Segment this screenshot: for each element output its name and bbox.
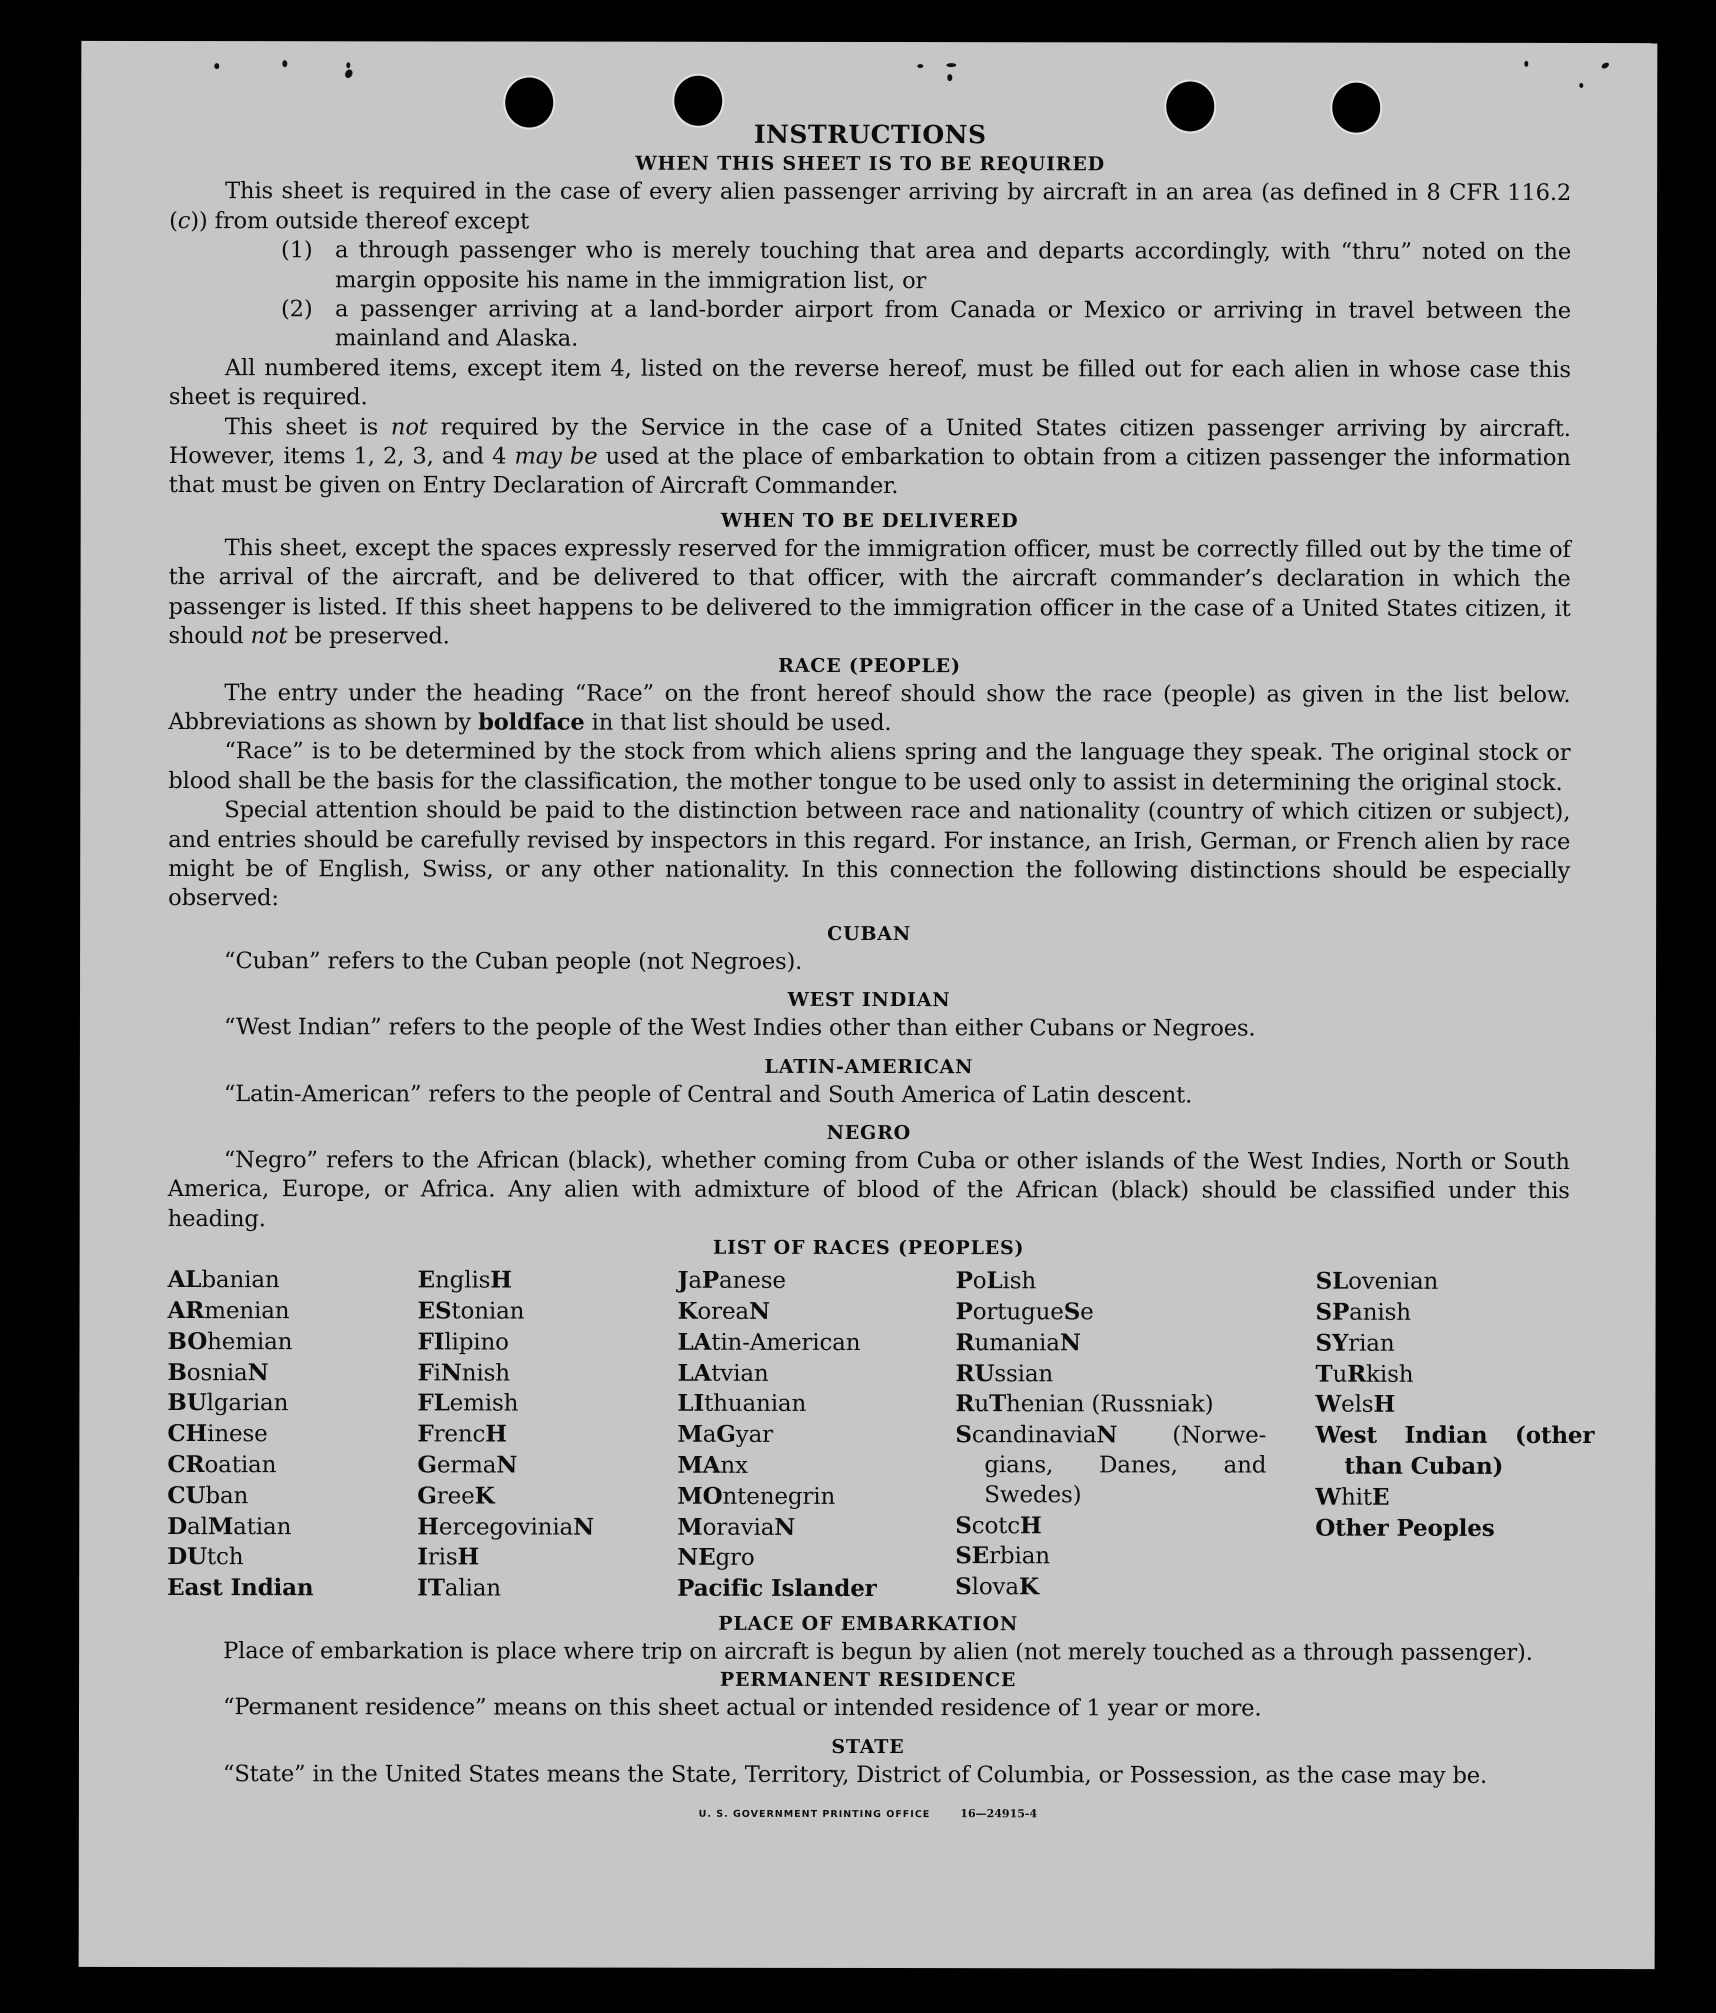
race-text: banian (201, 1267, 280, 1294)
text-italic: not (390, 413, 428, 441)
race-abbrev: S (955, 1511, 972, 1539)
race-text: lova (971, 1574, 1019, 1601)
paragraph-latin-american: “Latin-American” refers to the people of Central and South America of Latin descent. (223, 1080, 1193, 1109)
race-text: oatian (204, 1452, 277, 1479)
race-text: atian (233, 1513, 292, 1540)
race-abbrev: J (677, 1266, 689, 1294)
race-text: rian (1348, 1330, 1395, 1357)
heading-permanent-residence: PERMANENT RESIDENCE (719, 1669, 1017, 1692)
race-item (956, 1328, 1316, 1359)
form-code: 16—24915-4 (960, 1807, 1038, 1821)
text: The entry under the heading “Race” on the front hereof should show the race (people) as given in the list below. Abbreviations as shown by (168, 679, 1571, 736)
race-abbrev: M (677, 1513, 703, 1541)
race-abbrev: Pacific Islander (677, 1574, 877, 1603)
heading-negro: NEGRO (826, 1121, 912, 1145)
race-abbrev: G (417, 1451, 437, 1479)
race-item (677, 1389, 955, 1420)
race-abbrev: G (716, 1420, 736, 1448)
race-item (677, 1512, 955, 1543)
race-abbrev: M (677, 1420, 703, 1448)
race-item (417, 1512, 677, 1543)
race-column (167, 1265, 417, 1604)
race-item (1315, 1482, 1569, 1513)
race-abbrev: S (955, 1421, 972, 1449)
race-item (167, 1388, 417, 1419)
race-text: i (433, 1359, 441, 1386)
punch-hole (674, 76, 722, 126)
race-abbrev: AR (167, 1297, 205, 1325)
race-text: hit (1340, 1484, 1372, 1511)
race-text: anish (1349, 1299, 1411, 1326)
race-abbrev: RU (955, 1359, 995, 1387)
race-column (1315, 1267, 1595, 1606)
race-item (955, 1389, 1315, 1420)
speck (282, 60, 287, 67)
race-abbrev: West Indian (other than Cuban) (1315, 1421, 1595, 1480)
paragraph-numbered-items: All numbered items, except item 4, listed on the reverse hereof, must be filled out for each alien in whose case this sheet is required. (168, 354, 1571, 411)
race-abbrev: SL (1315, 1267, 1349, 1295)
instructions-content (167, 119, 1595, 1826)
race-text: inese (207, 1421, 268, 1448)
document-page (79, 41, 1658, 1969)
exception-text: a passenger arriving at a land-border airport from Canada or Mexico or arriving in travel between the mainland and Alaska. (334, 296, 1571, 353)
race-abbrev: B (167, 1358, 187, 1386)
exception-number: (1) (281, 237, 313, 264)
race-text: kish (1366, 1361, 1414, 1388)
race-abbrev: SP (1315, 1298, 1350, 1326)
race-text: al (187, 1513, 208, 1540)
race-abbrev: I (417, 1543, 428, 1571)
speck (947, 74, 952, 81)
race-abbrev: N (440, 1358, 462, 1387)
race-item (677, 1358, 955, 1389)
race-abbrev: P (955, 1267, 973, 1295)
race-text: ssian (994, 1360, 1054, 1387)
race-abbrev: P (701, 1266, 720, 1294)
race-abbrev: H (457, 1543, 480, 1571)
race-abbrev: SE (955, 1542, 990, 1570)
heading-cuban: CUBAN (827, 922, 912, 945)
race-item (417, 1450, 677, 1481)
race-text: alian (444, 1575, 501, 1602)
exception-item (169, 295, 1571, 356)
race-abbrev: BO (167, 1327, 208, 1355)
heading-state: STATE (831, 1735, 905, 1758)
race-abbrev: N (496, 1451, 518, 1479)
race-item (677, 1420, 955, 1451)
race-item (956, 1297, 1316, 1328)
race-text: osnia (186, 1359, 248, 1386)
race-item (167, 1573, 417, 1604)
race-item (955, 1541, 1315, 1572)
race-item (1315, 1513, 1569, 1544)
paragraph-state: “State” in the United States means the State, Territory, District of Columbia, or Possession, as the case may be. (222, 1760, 1488, 1789)
race-item (1316, 1328, 1570, 1359)
paragraph-race-determined: “Race” is to be determined by the stock from which aliens spring and the language they speak. The original stock or blood shall be the basis for the classification, the mother tongue to be used only to assist in determining the original stock. (168, 738, 1571, 796)
paragraph-race-nationality: Special attention should be paid to the distinction between race and nationality (country of which citizen or subject), and entries should be carefully revised by inspectors in this regard. For instance, an Irish, German, or French alien by race might be of English, Swiss, or any other nationality. In this connection the following distinctions should be especially observed: (168, 797, 1571, 912)
race-abbrev: M (207, 1512, 234, 1540)
race-item (418, 1296, 678, 1327)
race-abbrev: K (677, 1297, 698, 1325)
race-abbrev: H (417, 1512, 439, 1540)
race-text: tonian (451, 1298, 525, 1325)
race-text: ovenian (1348, 1268, 1439, 1295)
text: be preserved. (287, 623, 450, 650)
exception-number: (2) (280, 296, 313, 323)
race-abbrev: Other Peoples (1315, 1514, 1495, 1542)
race-text: emish (449, 1390, 519, 1417)
text: used at the place of embarkation to obtain from a citizen passenger the information that must be given on Entry Declaration of Aircraft Commander. (168, 443, 1571, 500)
race-abbrev: East Indian (167, 1574, 314, 1602)
race-text: oravia (702, 1514, 775, 1541)
race-text: nish (461, 1360, 510, 1387)
race-abbrev: NE (677, 1544, 716, 1572)
race-item (1315, 1359, 1569, 1390)
race-list (167, 1265, 1595, 1606)
race-item (678, 1266, 956, 1297)
race-text: a (688, 1267, 702, 1294)
paragraph-embarkation: Place of embarkation is place where trip on aircraft is begun by alien (not merely touched as a through passenger). (223, 1638, 1533, 1666)
race-item (677, 1451, 955, 1482)
race-text: lipino (444, 1329, 509, 1356)
race-abbrev: R (1347, 1360, 1367, 1388)
race-abbrev: N (573, 1513, 595, 1541)
race-item (677, 1481, 955, 1512)
race-text: tin-American (711, 1329, 861, 1356)
race-text: tvian (711, 1360, 769, 1387)
speck (1579, 83, 1583, 88)
race-item (1315, 1421, 1594, 1483)
race-item (1316, 1298, 1570, 1329)
race-text: rbian (989, 1543, 1050, 1570)
race-item (417, 1389, 677, 1420)
race-item (1315, 1390, 1569, 1421)
race-text: ree (436, 1483, 475, 1510)
race-text: u (974, 1391, 990, 1418)
race-item (168, 1327, 418, 1358)
race-abbrev: LI (677, 1390, 705, 1418)
text: This sheet, except the spaces expressly reserved for the immigration officer, must be correctly filled out by the time of the arrival of the aircraft, and be delivered to that officer, with the aircraft commander’s declaration in which the passenger is listed. If this sheet happens to be delivered to the immigration officer in the case of a United States citizen, it should (168, 534, 1571, 650)
race-item (418, 1266, 678, 1297)
text-italic: not (250, 623, 288, 650)
race-abbrev: MO (677, 1482, 723, 1510)
speck (344, 68, 355, 79)
printer-imprint (167, 1803, 1569, 1826)
race-column (417, 1266, 677, 1605)
race-abbrev: R (955, 1390, 975, 1418)
race-text: e (1080, 1299, 1094, 1326)
race-text: anese (719, 1267, 786, 1295)
race-item (417, 1358, 677, 1389)
paragraph-negro: “Negro” refers to the African (black), whether coming from Cuba or other islands of the West Indies, North or South America, Europe, or Africa. Any alien with admixture of blood of the African (black) should be classified under this heading. (167, 1147, 1570, 1232)
race-abbrev: SY (1315, 1329, 1349, 1357)
heading-when-required: WHEN THIS SHEET IS TO BE REQUIRED (635, 153, 1105, 176)
race-item (955, 1359, 1315, 1390)
race-abbrev: F (417, 1358, 434, 1386)
race-abbrev: LA (677, 1359, 712, 1387)
race-abbrev: MA (677, 1451, 721, 1479)
text-italic: c (177, 207, 191, 234)
race-text: candinavia (971, 1422, 1097, 1449)
race-abbrev: H (1373, 1391, 1396, 1419)
race-abbrev: E (1371, 1483, 1390, 1511)
race-abbrev: BU (167, 1389, 207, 1417)
race-text: ish (1002, 1268, 1037, 1295)
race-text: hemian (207, 1328, 293, 1355)
text: )) from outside thereof except (190, 207, 530, 235)
race-abbrev: R (955, 1328, 975, 1356)
race-abbrev: N (1059, 1329, 1081, 1357)
race-abbrev: DU (167, 1543, 207, 1571)
race-abbrev: N (774, 1513, 796, 1541)
race-text: umania (974, 1329, 1060, 1357)
race-abbrev: CH (167, 1420, 208, 1448)
race-abbrev: ES (417, 1297, 452, 1325)
race-text: orea (697, 1298, 750, 1325)
text: This sheet is (224, 413, 391, 440)
heading-latin-american: LATIN-AMERICAN (764, 1055, 974, 1078)
race-item (167, 1419, 417, 1450)
speck (1601, 61, 1610, 69)
race-text: u (1332, 1361, 1348, 1388)
page-title: INSTRUCTIONS (753, 119, 987, 150)
race-text: ortugue (972, 1299, 1064, 1326)
paragraph-citizen (169, 413, 1571, 503)
race-abbrev: T (1315, 1360, 1333, 1388)
paragraph-race-entry (168, 679, 1570, 740)
race-item (167, 1450, 417, 1481)
speck (214, 63, 219, 69)
text: required by the Service in the case of a United States citizen passenger arriving by aircraft. However, items 1, 2, 3, and 4 (168, 414, 1571, 470)
speck (346, 62, 350, 68)
race-text: lgarian (206, 1390, 289, 1417)
paragraph-west-indian: “West Indian” refers to the people of the West Indies other than either Cubans or Negroes. (223, 1014, 1256, 1042)
race-item (418, 1327, 678, 1358)
race-item (677, 1543, 955, 1574)
race-abbrev: G (417, 1482, 437, 1510)
race-text: renc (433, 1421, 486, 1448)
race-text: (Norwegians, Danes, and Swedes) (984, 1422, 1267, 1509)
race-item (955, 1420, 1266, 1511)
text-bold: boldface (478, 709, 585, 736)
race-abbrev: E (417, 1266, 436, 1294)
race-abbrev: CU (167, 1481, 206, 1509)
text-italic: may be (514, 443, 598, 470)
race-text: cotc (971, 1512, 1021, 1539)
race-text: menian (204, 1298, 290, 1325)
race-text: thuanian (704, 1391, 807, 1418)
race-abbrev: K (1018, 1573, 1039, 1601)
race-text: o (972, 1268, 987, 1295)
race-item (417, 1543, 677, 1574)
race-text: ntenegrin (722, 1483, 836, 1510)
race-abbrev: AL (167, 1266, 202, 1294)
race-column (955, 1266, 1315, 1605)
race-column (677, 1266, 955, 1605)
race-text: yar (735, 1421, 774, 1449)
race-abbrev: H (485, 1420, 507, 1448)
race-abbrev: T (989, 1390, 1007, 1418)
race-item (167, 1481, 417, 1512)
race-abbrev: FL (417, 1389, 450, 1417)
race-abbrev: W (1315, 1391, 1342, 1419)
printer-name: U. S. GOVERNMENT PRINTING OFFICE (698, 1808, 931, 1821)
race-abbrev: S (1063, 1298, 1081, 1326)
speck (946, 63, 956, 67)
race-item (417, 1420, 677, 1451)
race-text: ercegovinia (438, 1513, 574, 1541)
text: This sheet is required in the case of every alien passenger arriving by aircraft in an area (as defined in 8 CFR 116.2 ( (169, 178, 1572, 234)
race-text: nglis (434, 1267, 491, 1294)
exception-text: a through passenger who is merely touching that area and departs accordingly, with “thru” noted on the margin opposite his name in the immigration list, or (334, 237, 1572, 294)
paragraph-delivered (168, 534, 1570, 654)
race-item (678, 1328, 956, 1359)
race-item (417, 1481, 677, 1512)
race-item (678, 1297, 956, 1328)
race-abbrev: IT (417, 1574, 445, 1602)
race-abbrev: W (1315, 1483, 1342, 1511)
paragraph-cuban: “Cuban” refers to the Cuban people (not Negroes). (224, 947, 803, 975)
race-text: nx (720, 1452, 748, 1479)
race-item (167, 1512, 417, 1543)
race-abbrev: P (955, 1298, 973, 1326)
race-text: els (1341, 1392, 1374, 1419)
race-abbrev: N (748, 1297, 770, 1325)
paragraph-required-intro (169, 177, 1571, 238)
race-abbrev: S (955, 1573, 972, 1601)
heading-race: RACE (PEOPLE) (778, 654, 961, 677)
race-text: erma (436, 1452, 497, 1479)
race-abbrev: N (247, 1358, 269, 1386)
speck (917, 64, 923, 68)
race-item (956, 1266, 1316, 1297)
exception-item (169, 236, 1571, 297)
race-item (955, 1572, 1315, 1603)
race-item (167, 1542, 417, 1573)
race-abbrev: H (1019, 1511, 1042, 1539)
text: in that list should be used. (584, 709, 892, 736)
race-abbrev: K (474, 1482, 495, 1510)
heading-list-of-races: LIST OF RACES (PEOPLES) (712, 1236, 1025, 1260)
race-abbrev: FI (417, 1328, 445, 1356)
race-item (677, 1574, 955, 1605)
race-text: ris (427, 1544, 458, 1571)
race-abbrev: F (417, 1420, 434, 1448)
race-item (168, 1296, 418, 1327)
race-item (168, 1265, 418, 1296)
race-abbrev: H (490, 1266, 512, 1294)
heading-west-indian: WEST INDIAN (787, 989, 951, 1012)
heading-place-of-embarkation: PLACE OF EMBARKATION (718, 1612, 1019, 1636)
race-abbrev: CR (167, 1450, 205, 1479)
race-text: henian (Russniak) (1006, 1391, 1214, 1418)
race-abbrev: L (986, 1267, 1003, 1295)
heading-when-delivered: WHEN TO BE DELIVERED (720, 509, 1019, 533)
race-item (955, 1511, 1315, 1542)
race-abbrev: LA (677, 1328, 712, 1356)
race-item (167, 1358, 417, 1389)
race-text: ban (205, 1482, 249, 1509)
race-text: gro (715, 1545, 755, 1572)
race-item (1316, 1267, 1570, 1298)
paragraph-residence: “Permanent residence” means on this sheet actual or intended residence of 1 year or more. (223, 1694, 1262, 1722)
race-text: tch (206, 1544, 244, 1571)
race-text: a (702, 1421, 717, 1448)
race-item (417, 1574, 677, 1605)
race-abbrev: N (1096, 1421, 1118, 1449)
race-abbrev: D (167, 1512, 188, 1540)
speck (1524, 61, 1528, 67)
